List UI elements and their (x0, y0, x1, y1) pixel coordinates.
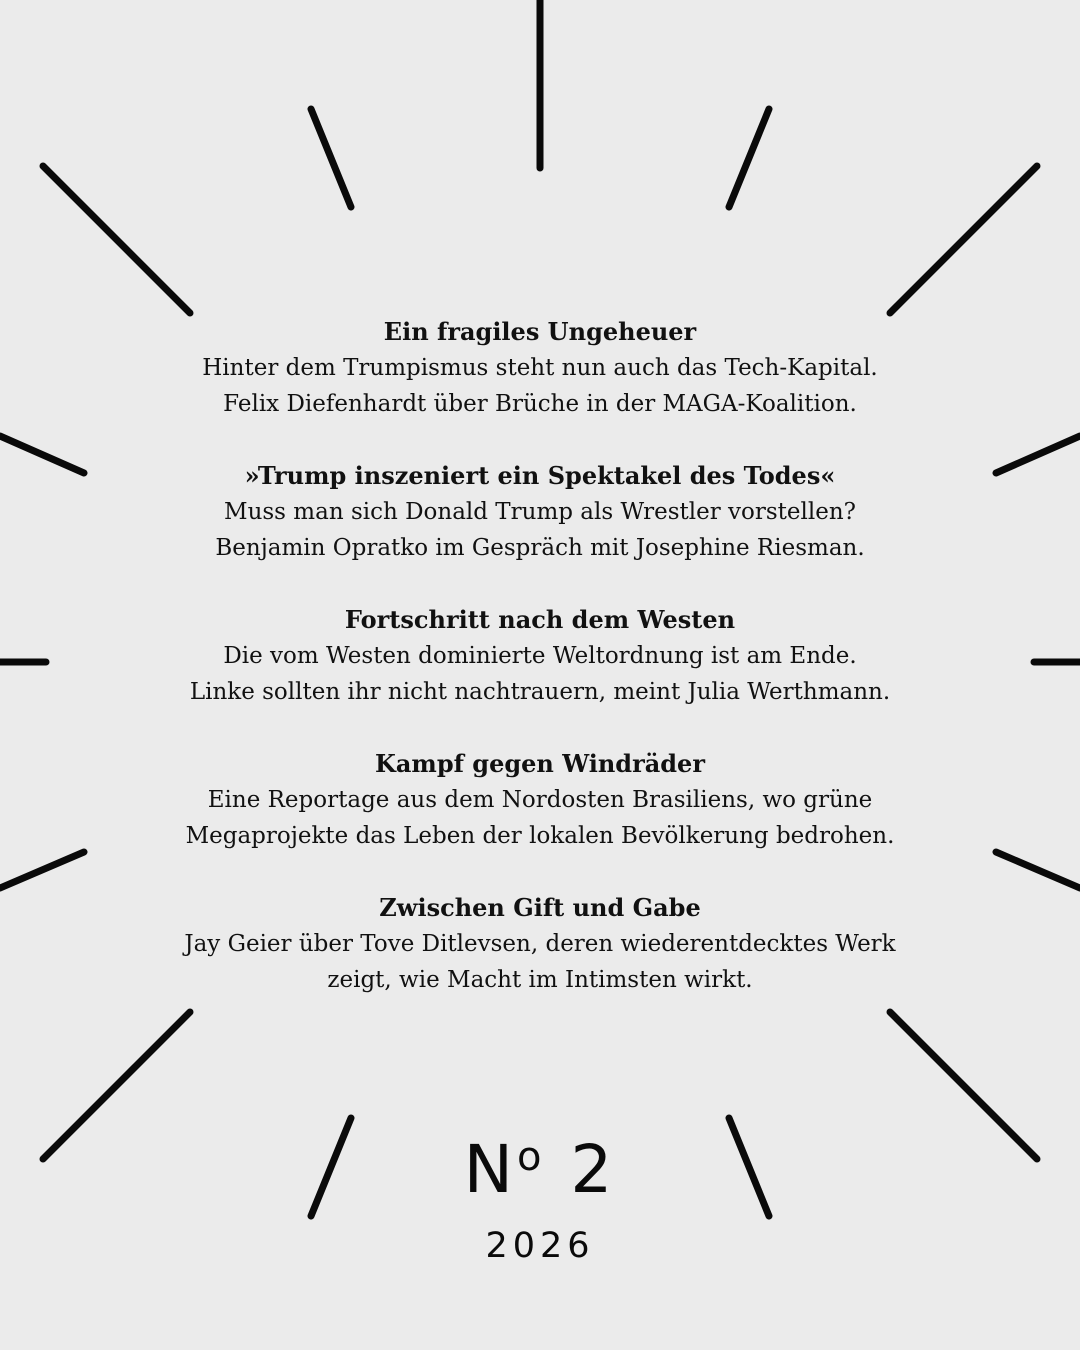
article-teaser-line: Benjamin Opratko im Gespräch mit Josephine Riesman. (215, 535, 865, 561)
article-entry (140, 458, 940, 566)
article-teaser-line: Megaprojekte das Leben der lokalen Bevölkerung bedrohen. (185, 823, 895, 849)
article-entry (140, 890, 940, 998)
article-teaser-line: zeigt, wie Macht im Intimsten wirkt. (327, 967, 753, 993)
issue-marker (0, 1130, 1080, 1266)
article-title: »Trump inszeniert ein Spektakel des Todes« (244, 461, 836, 490)
article-title: Zwischen Gift und Gabe (379, 893, 701, 922)
ray-top-left (311, 109, 351, 207)
table-of-contents (140, 314, 940, 1034)
article-teaser-line: Felix Diefenhardt über Brüche in der MAGA-Koalition. (223, 391, 857, 417)
ray-top-right (729, 109, 769, 207)
ray-mid-lower-right (996, 852, 1080, 888)
ray-upper-right (890, 166, 1037, 313)
article-teaser-line: Linke sollten ihr nicht nachtrauern, meint Julia Werthmann. (189, 679, 891, 705)
ray-mid-upper-right (996, 436, 1080, 473)
issue-number-superscript: o (516, 1134, 546, 1180)
issue-number (0, 1130, 1080, 1210)
article-title: Ein fragiles Ungeheuer (383, 317, 697, 346)
article-title: Fortschritt nach dem Westen (344, 605, 736, 634)
issue-number-prefix: N (463, 1131, 517, 1208)
article-teaser-line: Hinter dem Trumpismus steht nun auch das Tech-Kapital. (202, 355, 878, 381)
ray-mid-lower-left (0, 852, 84, 888)
issue-year: 2026 (485, 1226, 595, 1266)
issue-number-value: 2 (570, 1131, 617, 1208)
article-teaser-line: Muss man sich Donald Trump als Wrestler vorstellen? (224, 499, 856, 525)
article-teaser-line: Jay Geier über Tove Ditlevsen, deren wiederentdecktes Werk (184, 931, 896, 957)
article-entry (140, 314, 940, 422)
article-entry (140, 746, 940, 854)
ray-upper-left (43, 166, 190, 313)
ray-mid-upper-left (0, 436, 84, 473)
article-title: Kampf gegen Windräder (375, 749, 705, 778)
article-teaser-line: Die vom Westen dominierte Weltordnung ist am Ende. (223, 643, 857, 669)
article-entry (140, 602, 940, 710)
article-teaser-line: Eine Reportage aus dem Nordosten Brasiliens, wo grüne (207, 787, 873, 813)
